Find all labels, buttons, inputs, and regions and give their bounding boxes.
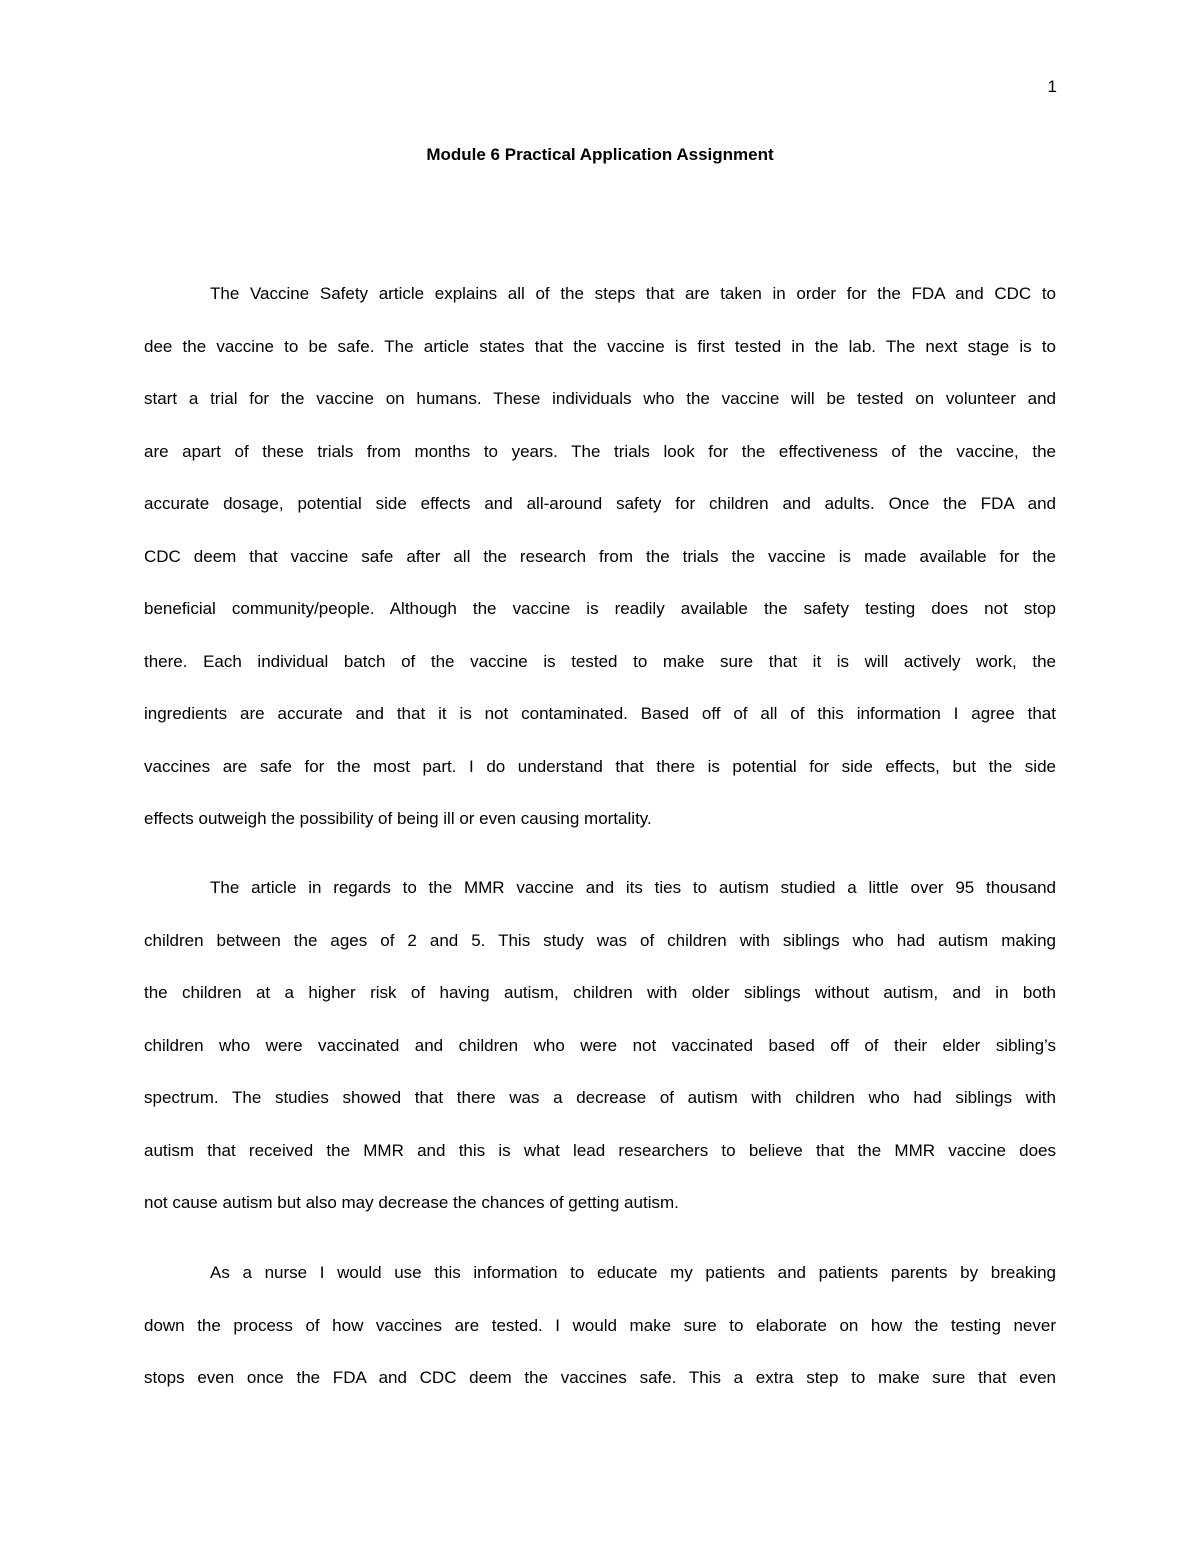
paragraph-line: not cause autism but also may decrease the chances of getting autism.: [144, 1193, 679, 1212]
paragraph-line: dee the vaccine to be safe. The article states that the vaccine is first tested in the lab. The next stage is to: [144, 336, 1056, 356]
paragraph-nurse-education: [144, 1247, 1056, 1405]
paragraph-line: down the process of how vaccines are tested. I would make sure to elaborate on how the testing never: [144, 1315, 1056, 1335]
paragraph-line: The Vaccine Safety article explains all of the steps that are taken in order for the FDA and CDC to: [210, 284, 1056, 303]
paragraph-line: effects outweigh the possibility of being ill or even causing mortality.: [144, 809, 652, 828]
page-number: 1: [1047, 77, 1057, 96]
paragraph-line: beneficial community/people. Although the vaccine is readily available the safety testing does not stop: [144, 599, 1056, 618]
paragraph-line: As a nurse I would use this information to educate my patients and patients parents by breaking: [210, 1263, 1056, 1282]
paragraph-line: The article in regards to the MMR vaccine and its ties to autism studied a little over 95 thousand: [210, 878, 1056, 897]
paragraph-line: CDC deem that vaccine safe after all the research from the trials the vaccine is made available for the: [144, 546, 1056, 566]
paragraph-line: are apart of these trials from months to years. The trials look for the effectiveness of the vaccine, the: [144, 441, 1056, 461]
paragraph-line: accurate dosage, potential side effects and all-around safety for children and adults. Once the FDA and: [144, 494, 1056, 513]
paragraph-line: autism that received the MMR and this is what lead researchers to believe that the MMR vaccine does: [144, 1140, 1056, 1160]
paragraph-line: children who were vaccinated and children who were not vaccinated based off of their elder sibling’s: [144, 1035, 1056, 1055]
paragraph-line: stops even once the FDA and CDC deem the vaccines safe. This a extra step to make sure that even: [144, 1368, 1056, 1387]
paragraph-vaccine-safety: [144, 268, 1056, 846]
paragraph-mmr-autism: [144, 862, 1056, 1230]
paragraph-line: start a trial for the vaccine on humans. These individuals who the vaccine will be tested on volunteer and: [144, 389, 1056, 408]
document-title: Module 6 Practical Application Assignment: [426, 145, 774, 164]
paragraph-line: there. Each individual batch of the vaccine is tested to make sure that it is will actively work, the: [144, 651, 1056, 671]
paragraph-line: vaccines are safe for the most part. I do understand that there is potential for side effects, but the side: [144, 756, 1056, 776]
paragraph-line: children between the ages of 2 and 5. This study was of children with siblings who had autism making: [144, 930, 1056, 950]
paragraph-line: spectrum. The studies showed that there was a decrease of autism with children who had siblings with: [144, 1088, 1056, 1107]
paragraph-line: the children at a higher risk of having autism, children with older siblings without autism, and in both: [144, 983, 1056, 1002]
paragraph-line: ingredients are accurate and that it is not contaminated. Based off of all of this information I agree that: [144, 704, 1056, 723]
